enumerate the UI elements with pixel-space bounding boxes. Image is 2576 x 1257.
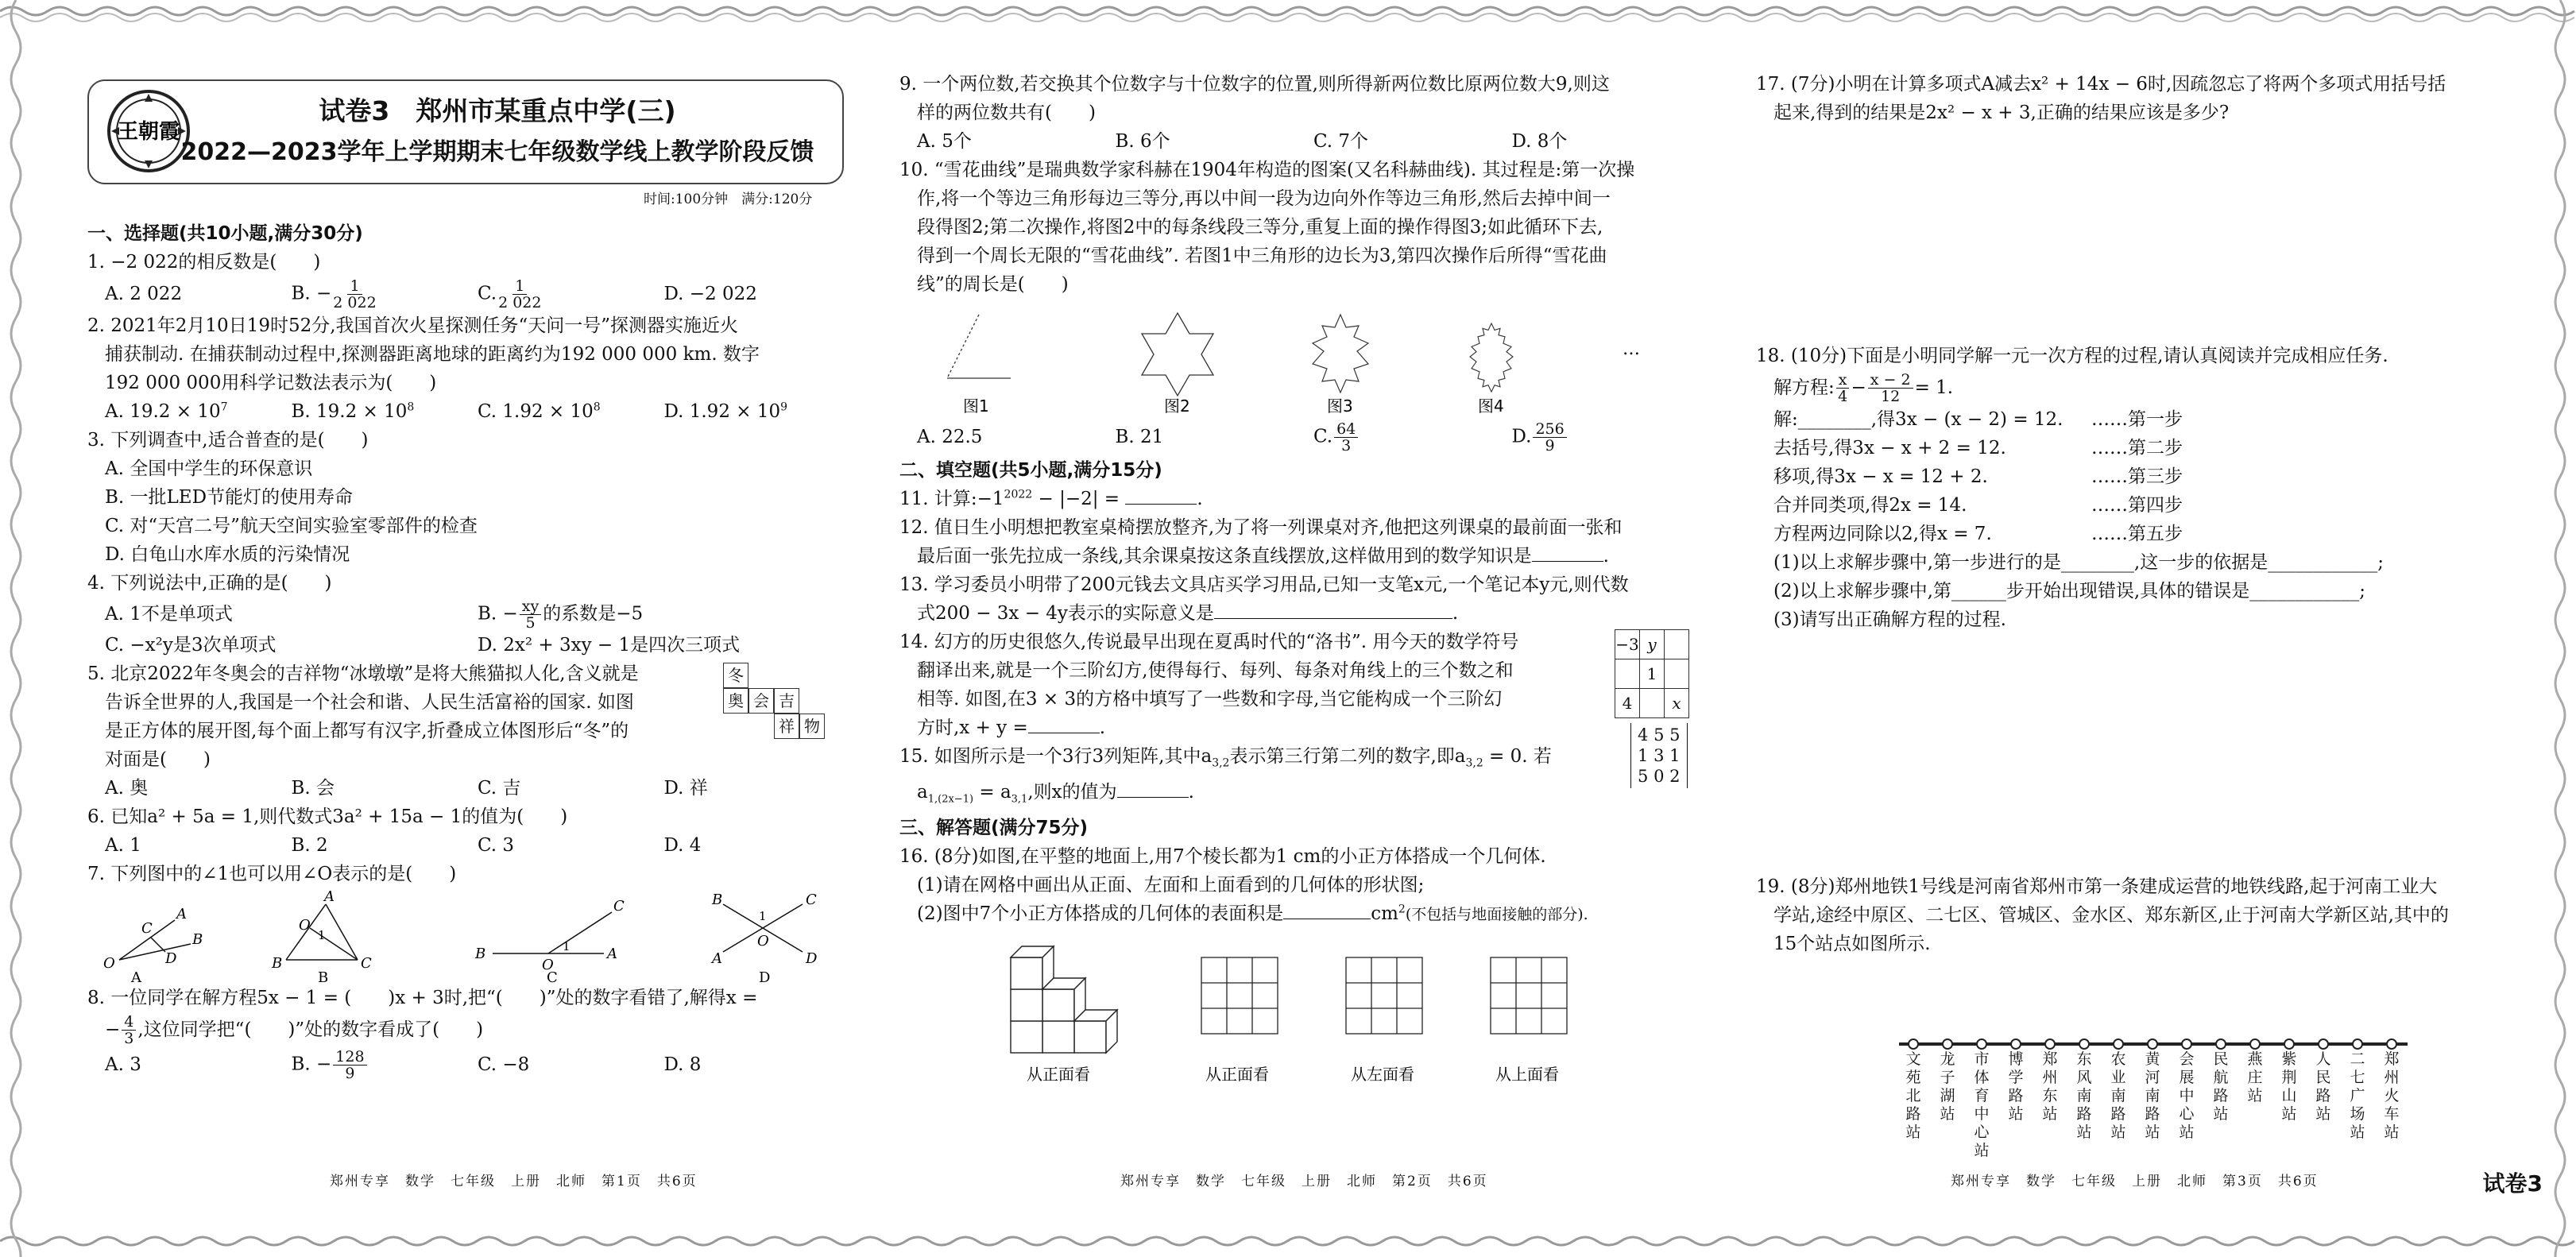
svg-text:C: C (806, 892, 817, 908)
station-label: 龙子湖站 (1940, 1050, 1955, 1123)
exam-subtitle: 2022—2023学年上学期期末七年级数学线上教学阶段反馈 (180, 138, 814, 166)
question-10: 10. “雪花曲线”是瑞典数学家科赫在1904年构造的图案(又名科赫曲线). 其过程是:第一次操 作,将一个等边三角形每边三等分,再以中间一段为边向外作等边三角形,然后去掉中间一 段得图2;第二次操作,将图2中的每条线段三等分,重复上面的操作得图3;如此循环下去, 得到一个周长无限的“雪花曲线”. 若图1中三角形的边长为3,第四次操作后所得“雪花曲 线”的周长是( ) … 图1 图2 图3 图4 A. 22.5 B. 21 C. $\frac{64}{3}$ D. $\frac{256}{9}$ (899, 156, 1710, 456)
station-label: 紫荆山站 (2281, 1050, 2297, 1123)
svg-text:B: B (475, 946, 486, 962)
exam-title: 试卷3 郑州市某重点中学(三) (319, 95, 676, 126)
svg-text:从左面看: 从左面看 (1351, 1065, 1414, 1085)
svg-text:B: B (318, 969, 329, 984)
exam-meta: 时间:100分钟 满分:120分 (644, 191, 813, 207)
metro-stations (1891, 1050, 2415, 1159)
question-1: 1. −2 022的相反数是( ) A. 2 022 B. − $\frac{1}{2 022}$ C. $\frac{1}{2 022}$ D. −2 022 (87, 248, 850, 311)
cube-stack (1011, 946, 1117, 1053)
station-label: 文苑北路站 (1905, 1050, 1921, 1141)
svg-text:王朝霞: 王朝霞 (117, 120, 180, 144)
station-dot (2353, 1039, 2362, 1049)
station-dot (2114, 1039, 2123, 1049)
question-12: 12. 值日生小明想把教室桌椅摆放整齐,为了将一列课桌对齐,他把这列课桌的最前面一张和 最后面一张先拉成一条线,其余课桌按这条直线摆放,这样做用到的数学知识是 . (899, 517, 1623, 567)
answer-blank[interactable] (1028, 715, 1100, 733)
fig-B (271, 888, 372, 984)
svg-text:O: O (103, 955, 115, 972)
station-label: 二七广场站 (2350, 1050, 2365, 1141)
station-label: 东风南路站 (2076, 1050, 2092, 1141)
question-8: 8. 一位同学在解方程5x − 1 = ( )x + 3时,把“( )”处的数字看错了,解得x = − $\frac{4}{3}$ ,这位同学把“( )”处的数字看成了( ) A. 3 B. − $\frac{128}{9}$ C. −8 D. 8 (87, 988, 758, 1082)
footer-page-1: 郑州专享 数学 七年级 上册 北师 第1页 共6页 (330, 1174, 698, 1189)
answer-blank[interactable] (1125, 486, 1197, 505)
grid-left (1346, 957, 1422, 1034)
svg-text:C: C (141, 920, 153, 937)
paper-number-badge: 试卷3 (2482, 1170, 2543, 1197)
station-label: 会展中心站 (2179, 1050, 2195, 1141)
svg-text:O: O (757, 933, 769, 950)
fig-2 (1142, 313, 1213, 396)
station-dot (2319, 1039, 2328, 1049)
svg-text:1: 1 (318, 928, 326, 942)
question-11: 11. 计算$:-1^{2022} - |-2|$ = . (899, 485, 1710, 513)
options: A. $19.2 \times 10^7$ B. $19.2 \times 10^8$ C. $1.92 \times 10^8$ D. $1.92 \times 10^9$ (105, 400, 788, 422)
question-19: 19. (8分)郑州地铁1号线是河南省郑州市第一条建成运营的地铁线路,起于河南工业大 学站,途经中原区、二七区、管城区、金水区、郑东新区,止于河南大学新区站,其中的 15个站点如图所示. (1756, 876, 2449, 954)
question-13: 13. 学习委员小明带了200元钱去文具店买学习用品,已知一支笔x元,一个笔记本y元,则代数 式200 − 3x − 4y表示的实际意义是 . (899, 574, 1629, 624)
svg-text:O: O (299, 917, 311, 934)
station-dot (2284, 1039, 2294, 1049)
station-dot (1943, 1039, 1952, 1049)
angle-figures (87, 888, 818, 984)
section-heading: 一、选择题(共10小题,满分30分) (87, 223, 363, 244)
station-dot (2387, 1039, 2396, 1049)
station-dot (1977, 1039, 1986, 1049)
station-label: 黄河南路站 (2145, 1050, 2160, 1141)
koch-snowflake-figures (899, 299, 1694, 418)
question-4: 4. 下列说法中,正确的是( ) A. 1不是单项式 B. − $\frac{xy}{5}$ 的系数是−5 C. −x²y是3次单项式 D. 2x² + 3xy − 1是四次三项式 (87, 573, 741, 656)
svg-text:A: A (712, 950, 722, 967)
right-wave-border (2539, 0, 2576, 1257)
station-label: 郑州东站 (2042, 1050, 2058, 1123)
station-dot (2148, 1039, 2157, 1049)
question-17: 17. (7分)小明在计算多项式A减去x² + 14x − 6时,因疏忽忘了将两个多项式用括号括 起来,得到的结果是2x² − x + 3,正确的结果应该是多少? (1756, 74, 2446, 123)
answer-blank[interactable] (1214, 601, 1452, 619)
svg-text:图3: 图3 (1327, 396, 1353, 416)
svg-text:图2: 图2 (1164, 396, 1190, 416)
station-dot (2079, 1039, 2089, 1049)
station-dot (2011, 1039, 2021, 1049)
svg-text:1: 1 (759, 909, 767, 923)
fig-4 (1470, 323, 1513, 392)
station-label: 燕庄站 (2247, 1050, 2263, 1104)
question-6: 6. 已知a² + 5a = 1,则代数式3a² + 15a − 1的值为( ) A. 1 B. 2 C. 3 D. 4 (87, 806, 702, 856)
station-label: 民航路站 (2213, 1050, 2229, 1123)
svg-text:…: … (1623, 339, 1640, 359)
fig-D (710, 892, 818, 984)
svg-text:B: B (272, 955, 283, 972)
svg-text:从上面看: 从上面看 (1495, 1065, 1559, 1085)
fig-C (474, 898, 625, 984)
svg-text:C: C (547, 969, 558, 984)
answer-blank[interactable] (1117, 779, 1189, 798)
bottom-wave-border (0, 1230, 2576, 1257)
svg-text:A: A (176, 906, 187, 922)
column-3 (1756, 70, 2487, 958)
options: A. 2 022 B. − $\frac{1}{2 022}$ C. $\frac{1}{2 022}$ D. −2 022 (105, 277, 757, 311)
svg-text:D: D (806, 950, 818, 967)
answer-blank[interactable] (1532, 543, 1603, 562)
left-wave-border (0, 0, 37, 1257)
answer-blank[interactable] (1283, 901, 1371, 919)
question-16: 16. (8分)如图,在平整的地面上,用7个棱长都为1 cm的小正方体搭成一个几何体. (1)请在网格中画出从正面、左面和上面看到的几何体的形状图; (2)图中7个小正方体搭成的几何体的表面积是 $cm^2$(不包括与地面接触的部分). 从正面看 从正面看 从左面看 从上面看 (899, 842, 1710, 1093)
station-dot (2045, 1039, 2055, 1049)
top-wave-border (0, 0, 2576, 27)
svg-text:B: B (712, 892, 723, 908)
question-9: 9. 一个两位数,若交换其个位数字与十位数字的位置,则所得新两位数比原两位数大9,则这 样的两位数共有( ) A. 5个 B. 6个 C. 7个 D. 8个 (899, 74, 1610, 152)
matrix-figure: 4 5 5 1 3 1 5 0 2 (1630, 723, 1688, 788)
magic-square-grid: −3 y 1 4 x (1615, 629, 1689, 718)
svg-text:从正面看: 从正面看 (1027, 1065, 1090, 1085)
section-heading: 三、解答题(满分75分) (899, 818, 1089, 839)
svg-text:C: C (361, 955, 372, 972)
svg-text:C: C (613, 898, 625, 915)
svg-text:O: O (542, 957, 554, 973)
fig-3 (1313, 315, 1368, 393)
fig-A (103, 906, 203, 984)
station-label: 市体育中心站 (1974, 1050, 1990, 1159)
grid-top (1491, 957, 1567, 1034)
svg-text:A: A (324, 888, 335, 905)
question-2: 2. 2021年2月10日19时52分,我国首次火星探测任务“天问一号”探测器实施近火 捕获制动. 在捕获制动过程中,探测器距离地球的距离约为192 000 000 km. 数字 192 000 000用科学记数法表示为( ) A. $19.2 \times 10^7$ B. $19.2 \times 10^8$ C. $1.92 \times 10^8$ D. $1.92 \times 10^9$ (87, 311, 850, 426)
grid-front (1201, 957, 1278, 1034)
svg-text:B: B (192, 931, 203, 948)
exam-header (87, 79, 844, 184)
column-2 (899, 70, 1710, 1093)
svg-text:A: A (607, 946, 617, 962)
station-label: 人民路站 (2315, 1050, 2331, 1123)
station-label: 博学路站 (2008, 1050, 2024, 1123)
svg-text:图1: 图1 (963, 396, 989, 416)
station-dot (2250, 1039, 2260, 1049)
svg-text:从正面看: 从正面看 (1205, 1065, 1269, 1085)
section-heading: 二、填空题(共5小题,满分15分) (899, 460, 1162, 481)
station-dot (2216, 1039, 2226, 1049)
column-1 (87, 219, 850, 1082)
svg-text:1: 1 (563, 939, 571, 953)
question-7: 7. 下列图中的∠1也可以用∠O表示的是( ) O A B C D A A B C O 1 B B A C O 1 C B C A D O 1 D (87, 860, 850, 984)
station-dot (2182, 1039, 2191, 1049)
svg-text:D: D (165, 950, 177, 967)
svg-text:A: A (131, 969, 141, 984)
svg-text:D: D (759, 969, 771, 984)
question-14: 14. 幻方的历史很悠久,传说最早出现在夏禹时代的“洛书”. 用今天的数学符号 翻译出来,就是一个三阶幻方,使得每行、每列、每条对角线上的三个数之和 相等. 如图,在3 × 3的方格中填写了一些数和字母,当它能构成一个三阶幻 方时,x + y = . −3 y 1 4 x (899, 628, 1710, 742)
station-dot (1909, 1039, 1918, 1049)
svg-text:图4: 图4 (1478, 396, 1504, 416)
question-18: 18. (10分)下面是小明同学解一元一次方程的过程,请认真阅读并完成相应任务. 解方程: $\frac{x}{4}$ − $\frac{x - 2}{12}$ = 1. 解:________,得3x − (x − 2) = 12. ……第一步 去括号,得3x − x + 2 = 12. ……第二步 移项,得3x − x = 12 + 2. ……第三步 合并同类项,得2x = 14. ……第四步 方程两边同除以2,得x = 7. ……第五步 (1)以上求解步骤中,第一步进行的是________,这一步的依据是____________; (2)以上求解步骤中,第______步开始出现错误,具体的错误是____________; (3)请写出正确解方程的过程. (1756, 346, 2388, 630)
cube-views-figure (899, 934, 1694, 1093)
footer-page-2: 郑州专享 数学 七年级 上册 北师 第2页 共6页 (1120, 1174, 1488, 1189)
fig-1 (947, 315, 1011, 378)
question-15: 15. 如图所示是一个3行3列矩阵,其中$a_{3,2}$表示第三行第二列的数字,即$a_{3,2} = 0$. 若 $a_{1,(2x-1)} = a_{3,1}$,则x的值为 . 4 5 5 1 3 1 5 0 2 (899, 742, 1710, 814)
station-label: 农业南路站 (2110, 1050, 2126, 1141)
question-3: 3. 下列调查中,适合普查的是( ) A. 全国中学生的环保意识 B. 一批LED节能灯的使用寿命 C. 对“天宫二号”航天空间实验室零部件的检查 D. 白龟山水库水质的污染情况 (87, 430, 478, 565)
station-label: 郑州火车站 (2384, 1050, 2400, 1141)
footer-page-3: 郑州专享 数学 七年级 上册 北师 第3页 共6页 (1951, 1174, 2319, 1189)
question-5: 5. 北京2022年冬奥会的吉祥物“冰墩墩”是将大熊猫拟人化,含义就是 告诉全世界的人,我国是一个社会和谐、人民生活富裕的国家. 如图 是正方体的展开图,每个面上都写有汉字,折叠成立体图形后“冬”的 对面是( ) 冬 奥 会 吉 祥 物 A. 奥 B. 会 C. 吉 D. 祥 (87, 659, 850, 803)
